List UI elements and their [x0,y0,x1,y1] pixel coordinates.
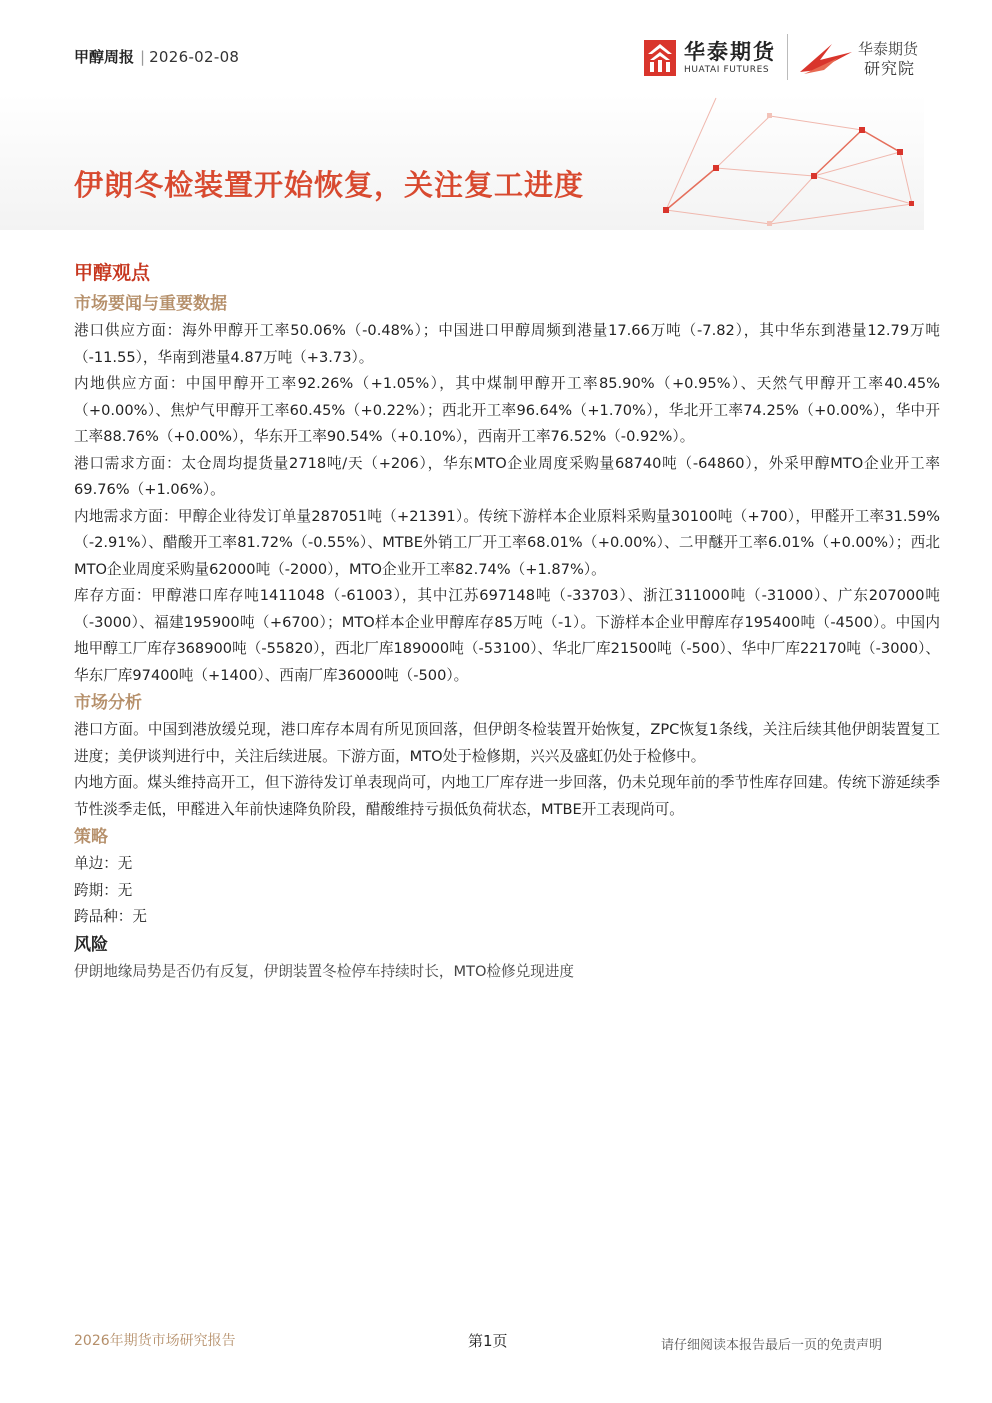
strategy-spread: 跨期：无 [74,881,133,899]
wing-icon [798,40,854,76]
logo-divider [787,34,788,80]
network-graphic [600,94,924,230]
disclaimer-note: 请仔细阅读本报告最后一页的免责声明 [661,1338,883,1353]
report-body [74,256,940,985]
strategy-cross: 跨品种：无 [74,908,147,925]
footer-report-name: 2026年期货市场研究报告 [74,1333,236,1349]
strategy-title: 策略 [74,827,108,847]
company-name-cn: 华泰期货 [684,40,776,64]
paragraph-port-demand: 港口需求方面：太仓周均提货量2718吨/天（+206），华东MTO企业周度采购量68740吨（-64860），外采甲醇MTO企业开工率69.76%（+1.06%）。 [74,454,940,498]
paragraph-inventory: 库存方面：甲醇港口库存吨1411048（-61003），其中江苏697148吨（-33703）、浙江311000吨（-31000）、广东207000吨（-3000）、福建195900吨（+6700）；MTO样本企业甲醇库存85万吨（-1）。下游样本企业甲醇库存195400吨（-4500）。中国内地甲醇工厂库存368900吨（-55820），西北厂库189000吨（-53100）、华北厂库21500吨（-500）、华中厂库22170吨（-3000）、华东厂库97400吨（+1400）、西南厂库36000吨（-500）。 [74,587,940,684]
risk-text: 伊朗地缘局势是否仍有反复，伊朗装置冬检停车持续时长，MTO检修兑现进度 [74,962,574,980]
paragraph-port-supply: 港口供应方面：海外甲醇开工率50.06%（-0.48%）；中国进口甲醇周频到港量17.66万吨（-7.82），其中华东到港量12.79万吨（-11.55），华南到港量4.87万吨（+3.73）。 [74,322,940,366]
institute-line2: 研究院 [864,59,916,78]
company-name-en: HUATAI FUTURES [684,65,770,75]
huatai-logo [644,38,776,78]
section-title: 甲醇观点 [74,262,151,284]
page-title: 伊朗冬检装置开始恢复，关注复工进度 [74,168,585,202]
page-number: 第1页 [468,1332,508,1350]
risk-title: 风险 [74,934,108,955]
paragraph-inland-supply: 内地供应方面：中国甲醇开工率92.26%（+1.05%），其中煤制甲醇开工率85.90%（+0.95%）、天然气甲醇开工率40.45%（+0.00%）、焦炉气甲醇开工率60.45%（+0.22%）；西北开工率96.64%（+1.70%），华北开工率74.25%（+0.00%），华中开工率88.76%（+0.00%），华东开工率90.54%（+0.10%），西南开工率76.52%（-0.92%）。 [74,375,940,445]
title-banner [0,94,924,230]
analysis-title: 市场分析 [74,693,142,713]
paragraph-analysis-inland: 内地方面。煤头维持高开工，但下游待发订单表现尚可，内地工厂库存进一步回落，仍未兑现年前的季节性库存回建。传统下游延续季节性淡季走低，甲醛进入年前快速降负阶段，醋酸维持亏损低负荷状态，MTBE开工表现尚可。 [74,774,940,818]
strategy-outright: 单边：无 [74,855,133,872]
header-separator: | [140,48,146,66]
report-date: 2026-02-08 [149,48,240,66]
paragraph-inland-demand: 内地需求方面：甲醇企业待发订单量287051吨（+21391）。传统下游样本企业原料采购量30100吨（+700），甲醛开工率31.59%（-2.91%）、醋酸开工率81.72%（-0.55%）、MTBE外销工厂开工率68.01%（+0.00%）、二甲醚开工率6.01%（+0.00%）；西北MTO企业周度采购量62000吨（-2000），MTO企业开工率82.74%（+1.87%）。 [74,507,940,578]
paragraph-analysis-port: 港口方面。中国到港放缓兑现，港口库存本周有所见顶回落，但伊朗冬检装置开始恢复，ZPC恢复1条线，关注后续其他伊朗装置复工进度；美伊谈判进行中，关注后续进展。下游方面，MTO处于检修期，兴兴及盛虹仍处于检修中。 [74,721,940,765]
report-header [74,46,239,67]
huatai-logo-icon [644,40,676,76]
institute-line1: 华泰期货 [858,40,919,58]
institute-logo [798,36,928,80]
market-news-title: 市场要闻与重要数据 [74,294,227,314]
report-type: 甲醇周报 [74,48,135,66]
